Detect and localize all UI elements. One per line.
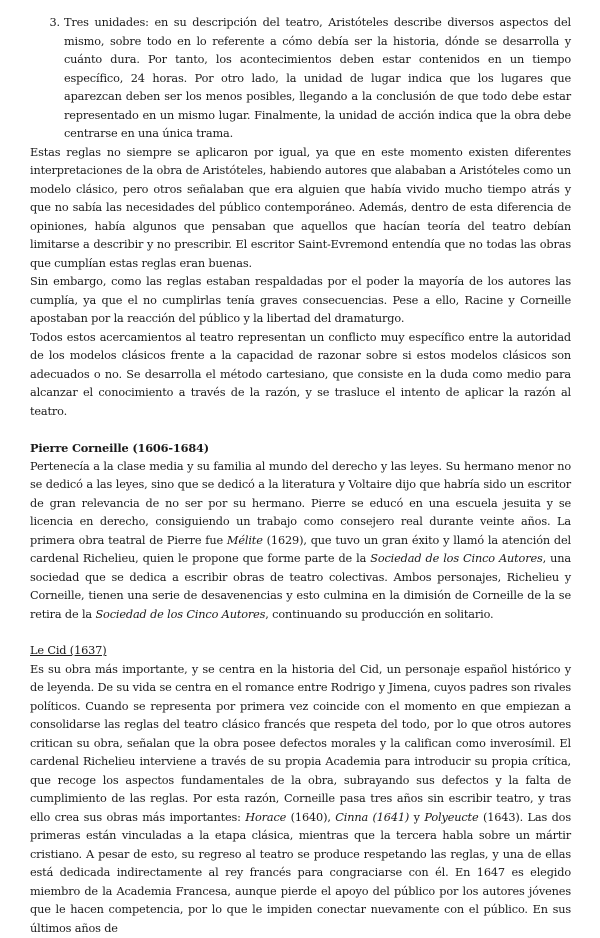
section-spacer	[30, 421, 571, 439]
society-name: Sociedad de los Cinco Autores	[370, 552, 542, 565]
list-item-text: Tres unidades: en su descripción del teatro, Aristóteles describe diversos aspectos del mismo, sobre todo en lo referente a cómo debía ser la historia, dónde se desarrolla y cuánto dura. Por tanto, los acontecimientos deben estar contenidos en un tiempo específico, 24 horas. Por otro lado, la unidad de lugar indica que los lugares que aparezcan deben ser los menos posibles, llegando a la conclusión de que todo debe estar representado en un mismo lugar. Finalmente, la unidad de acción indica que la obra debe centrarse en una única trama.	[64, 14, 571, 144]
section-heading-le-cid: Le Cid (1637)	[30, 642, 571, 661]
cid-text-part: Es su obra más importante, y se centra en la historia del Cid, un personaje español histórico y de leyenda. De su vida se centra en el romance entre Rodrigo y Jimena, cuyos padres son rivales políticos. Cuando se representa por primera vez coincide con el momento en que empiezan a consolidarse las reglas del teatro clásico francés que respeta del todo, por lo que otros autores critican su obra, señalan que la obra posee defectos morales y la califican como inverosímil. El cardenal Richelieu interviene a través de su propia Academia para introducir su propia crítica, que recoge los aspectos fundamentales de la obra, subrayando sus defectos y la falta de cumplimiento de las reglas. Por esta razón, Corneille pasa tres años sin escribir teatro, y tras ello crea sus obras más importantes:	[30, 663, 571, 824]
cid-text-part: (1640),	[286, 811, 335, 824]
cid-text-part: y	[409, 811, 424, 824]
work-title-cinna: Cinna (1641)	[335, 811, 409, 824]
bio-text-part: Pertenecía a la clase media y su familia al mundo del derecho y las leyes. Su hermano menor no se dedicó a las leyes, sino que se dedicó a la literatura y Voltaire dijo que habría sido un escritor de gran relevancia de no ser por su hermano. Pierre se educó en una escuela jesuita y se licencia en derecho, consiguiendo un trabajo como consejero real durante veinte años. La primera obra teatral de Pierre fue	[30, 460, 571, 547]
paragraph-cartesian-method: Todos estos acercamientos al teatro representan un conflicto muy específico entre la autoridad de los modelos clásicos frente a la capacidad de razonar sobre si estos modelos clásicos son adecuados o no. Se desarrolla el método cartesiano, que consiste en la duda como medio para alcanzar el conocimiento a través de la razón, y se trasluce el intento de aplicar la razón al teatro.	[30, 329, 571, 422]
section-spacer	[30, 624, 571, 642]
work-title-polyeucte: Polyeucte	[424, 811, 478, 824]
paragraph-le-cid	[30, 661, 571, 938]
society-name: Sociedad de los Cinco Autores	[95, 608, 265, 621]
cid-text-part: (1643). Las dos primeras están vinculadas a la etapa clásica, mientras que la tercera habla sobre un mártir cristiano. A pesar de esto, su regreso al teatro se produce respetando las reglas, y una de ellas está dedicada indirectamente al rey francés para congraciarse con él. En 1647 es elegido miembro de la Academia Francesa, aunque pierde el apoyo del público por los autores jóvenes que le hacen competencia, por lo que le impiden conectar nuevamente con el público. En sus últimos años de	[30, 811, 571, 935]
paragraph-corneille-bio	[30, 458, 571, 625]
work-title-horace: Horace	[245, 811, 286, 824]
paragraph-rules-interpretation: Estas reglas no siempre se aplicaron por igual, ya que en este momento existen diferentes interpretaciones de la obra de Aristóteles, habiendo autores que alababan a Aristóteles como un modelo clásico, pero otros señalaban que era alguien que había vivido mucho tiempo atrás y que no sabía las necesidades del público contemporáneo. Además, dentro de esta diferencia de opiniones, había algunos que pensaban que aquellos que hacían teoría del teatro debían limitarse a describir y no prescribir. El escritor Saint-Evremond entendía que no todas las obras que cumplían estas reglas eran buenas.	[30, 144, 571, 274]
bio-text-part: , una sociedad que se dedica a escribir obras de teatro colectivas. Ambos personajes, Richelieu y Corneille, tienen una serie de desavenencias y esto culmina en la dimisión de Corneille de la se retira de la	[30, 552, 571, 621]
work-title-melite: Mélite	[227, 534, 263, 547]
bio-text-part: , continuando su producción en solitario.	[265, 608, 493, 621]
list-item-three-unities	[30, 14, 571, 144]
list-item-number: 3.	[30, 14, 64, 144]
paragraph-rules-power: Sin embargo, como las reglas estaban respaldadas por el poder la mayoría de los autores las cumplía, ya que el no cumplirlas tenía graves consecuencias. Pese a ello, Racine y Corneille apostaban por la reacción del público y la libertad del dramaturgo.	[30, 273, 571, 329]
section-heading-corneille: Pierre Corneille (1606-1684)	[30, 439, 571, 458]
bio-text-part: (1629), que tuvo un gran éxito y llamó la atención del cardenal Richelieu, quien le propone que forme parte de la	[30, 534, 571, 566]
document-page	[30, 14, 571, 938]
